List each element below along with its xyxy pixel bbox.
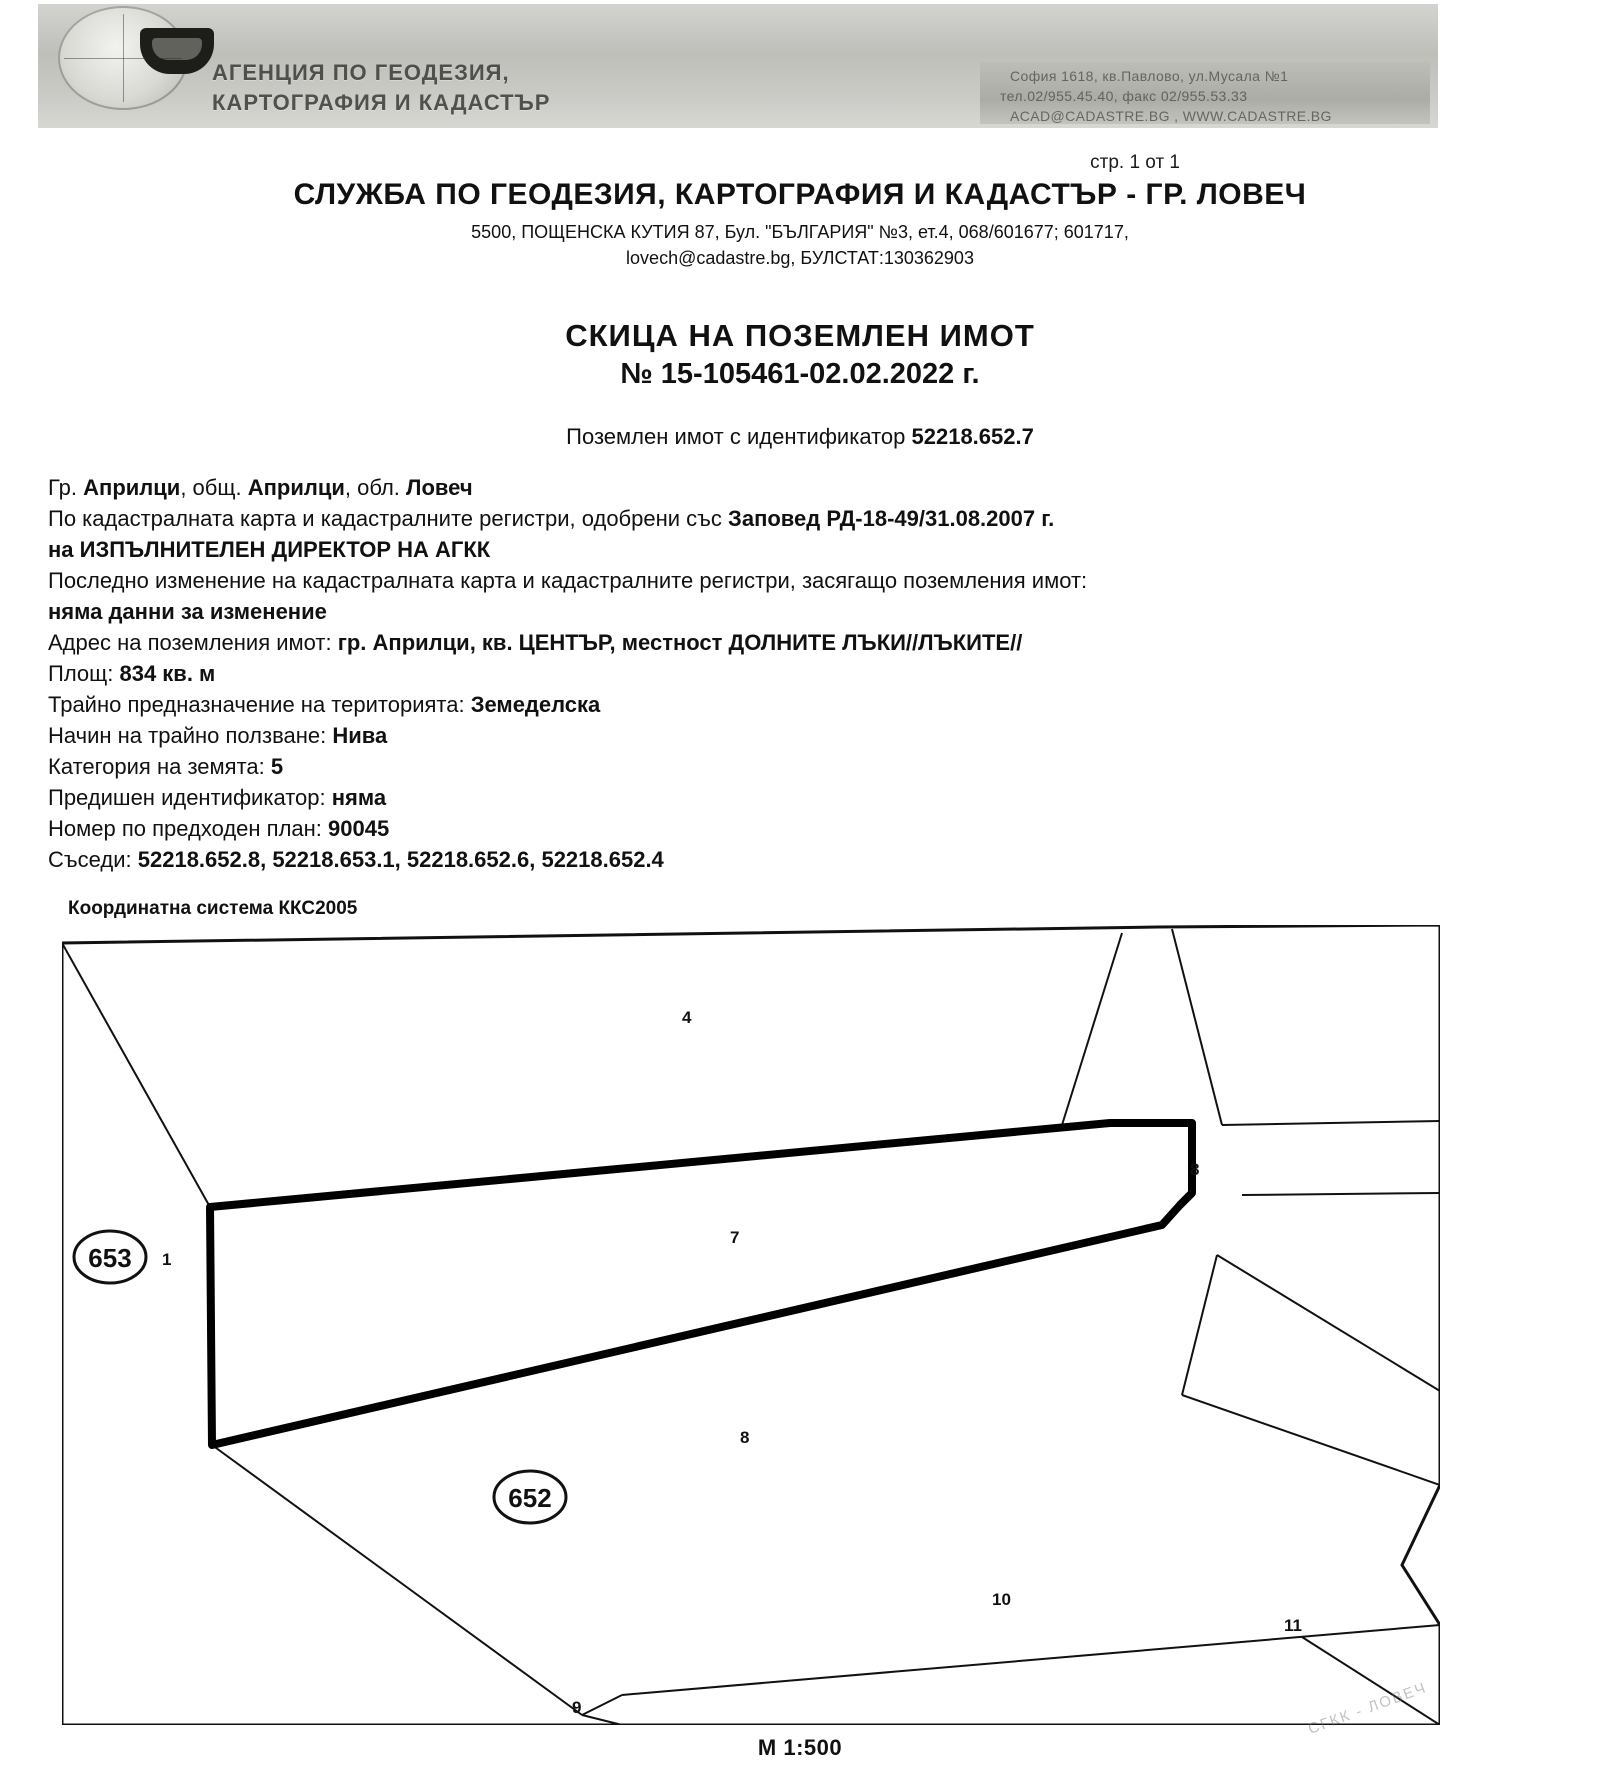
agency-contact-phone: тел.02/955.45.40, факс 02/955.53.33: [1000, 88, 1248, 104]
detail-area: [48, 658, 1448, 689]
cadastral-map-svg[interactable]: [62, 925, 1440, 1725]
use-value: Нива: [332, 723, 388, 748]
cadastral-map[interactable]: [62, 925, 1440, 1738]
map-frame: [62, 925, 1440, 1725]
parcel-label-4: 4: [682, 1008, 692, 1027]
map-approved-order: Заповед РД-18-49/31.08.2007 г.: [728, 506, 1055, 531]
detail-previous-id: [48, 782, 1448, 813]
location-city: Априлци: [83, 475, 181, 500]
block-label-653: 653: [88, 1243, 132, 1273]
agency-logo-globe-icon: [58, 6, 188, 110]
area-prefix: Площ:: [48, 661, 120, 686]
agency-contact-address: София 1618, кв.Павлово, ул.Мусала №1: [1010, 68, 1289, 84]
parcel-label-9: 9: [572, 1698, 582, 1717]
property-identifier-prefix: Поземлен имот с идентификатор: [566, 424, 912, 449]
address-value: гр. Априлци, кв. ЦЕНТЪР, местност ДОЛНИТЕ ЛЪКИ//ЛЪКИТЕ//: [337, 630, 1023, 655]
parcel-label-7: 7: [730, 1228, 740, 1247]
document-number: № 15-105461-02.02.2022 г.: [620, 358, 980, 390]
map-scale-label: M 1:500: [757, 1735, 843, 1760]
detail-location: [48, 472, 1448, 503]
property-identifier-line: [0, 424, 1600, 450]
office-watermark: СГКК - ЛОВЕЧ: [1305, 1679, 1430, 1738]
office-title: СЛУЖБА ПО ГЕОДЕЗИЯ, КАРТОГРАФИЯ И КАДАСТЪР - ГР. ЛОВЕЧ: [293, 178, 1307, 211]
territory-prefix: Трайно предназначение на територията:: [48, 692, 471, 717]
property-identifier-value: 52218.652.7: [911, 424, 1034, 449]
detail-category: [48, 751, 1448, 782]
use-prefix: Начин на трайно ползване:: [48, 723, 333, 748]
agency-logo-shield-icon: [140, 28, 214, 74]
region-prefix: , обл.: [344, 475, 407, 500]
property-details-block: [48, 472, 1448, 875]
document-title: СКИЦА НА ПОЗЕМЛЕН ИМОТ: [565, 318, 1035, 353]
detail-map-approval: [48, 503, 1448, 534]
category-prefix: Категория на земята:: [48, 754, 271, 779]
previous-plan-prefix: Номер по предходен план:: [48, 816, 329, 841]
municipality-prefix: , общ.: [180, 475, 248, 500]
parcel-label-8: 8: [740, 1428, 750, 1447]
location-prefix: Гр.: [48, 475, 84, 500]
coordinate-system-label: Координатна система ККС2005: [68, 898, 358, 919]
area-value: 834 кв. м: [119, 661, 216, 686]
block-marker-652: [494, 1471, 566, 1523]
detail-use: [48, 720, 1448, 751]
parcel-label-11: 11: [1284, 1616, 1302, 1635]
address-prefix: Адрес на поземления имот:: [48, 630, 338, 655]
parcel-label-8-top: 8: [1190, 1160, 1200, 1179]
agency-contact-email: ACAD@CADASTRE.BG , WWW.CADASTRE.BG: [1010, 108, 1332, 124]
agency-name-line-1: АГЕНЦИЯ ПО ГЕОДЕЗИЯ,: [212, 60, 510, 85]
scanned-header-band: [0, 0, 1600, 132]
location-municipality: Априлци: [247, 475, 345, 500]
office-address: 5500, ПОЩЕНСКА КУТИЯ 87, Бул. "БЪЛГАРИЯ" №3, ет.4, 068/601677; 601717,: [471, 222, 1129, 242]
neighbours-value: 52218.652.8, 52218.653.1, 52218.652.6, 52218.652.4: [137, 847, 664, 872]
last-change-value: няма данни за изменение: [48, 599, 327, 624]
detail-last-change-value: [48, 596, 1448, 627]
agency-name-line-2: КАРТОГРАФИЯ И КАДАСТЪР: [212, 90, 551, 115]
previous-plan-value: 90045: [328, 816, 390, 841]
block-marker-653: [74, 1231, 146, 1283]
block-label-652: 652: [508, 1483, 552, 1513]
category-value: 5: [270, 754, 284, 779]
last-change-prefix: Последно изменение на кадастралната карта и кадастралните регистри, засягащо поземления имот:: [48, 568, 1088, 593]
approval-authority: на ИЗПЪЛНИТЕЛЕН ДИРЕКТОР НА АГКК: [48, 537, 491, 562]
parcel-label-10: 10: [992, 1590, 1011, 1609]
previous-id-prefix: Предишен идентификатор:: [48, 785, 332, 810]
detail-last-change-label: [48, 565, 1448, 596]
detail-authority: [48, 534, 1448, 565]
detail-address: [48, 627, 1448, 658]
neighbours-prefix: Съседи:: [48, 847, 138, 872]
detail-neighbours: [48, 844, 1448, 875]
location-region: Ловеч: [406, 475, 473, 500]
detail-previous-plan: [48, 813, 1448, 844]
detail-territory: [48, 689, 1448, 720]
map-approved-prefix: По кадастралната карта и кадастралните регистри, одобрени със: [48, 506, 729, 531]
territory-value: Земеделска: [470, 692, 601, 717]
office-email-bulstat: lovech@cadastre.bg, БУЛСТАТ:130362903: [626, 248, 974, 268]
previous-id-value: няма: [331, 785, 387, 810]
page-indicator: стр. 1 от 1: [1090, 152, 1180, 173]
parcel-label-1: 1: [162, 1250, 172, 1269]
